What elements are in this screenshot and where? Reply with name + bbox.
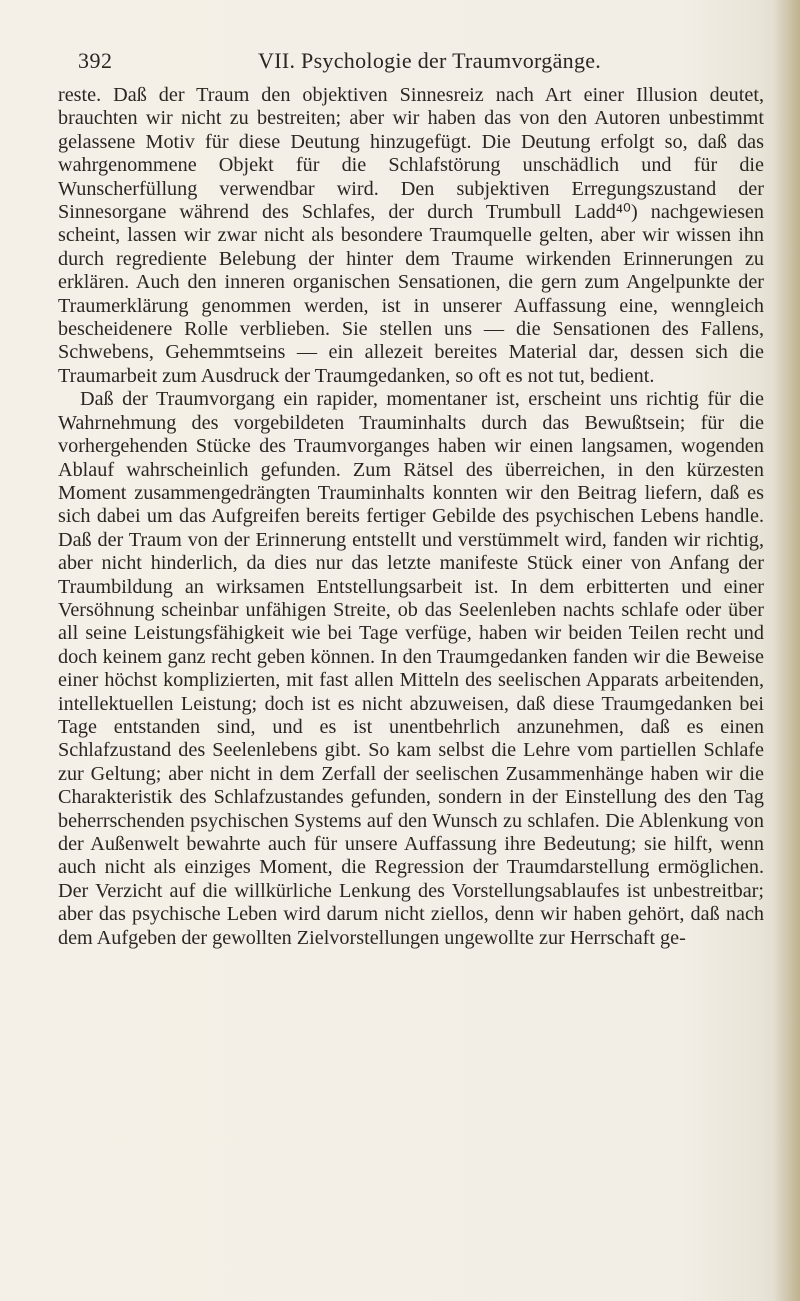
page-header (78, 48, 768, 78)
page-number: 392 (78, 48, 113, 73)
body-text (58, 84, 764, 950)
running-head: VII. Psychologie der Traumvorgänge. (258, 48, 602, 73)
paragraph-2: Daß der Traumvorgang ein rapider, momentaner ist, erscheint uns richtig für die Wahrnehmung des vorgebildeten Trauminhalts durch das Bewußtsein; für die vorhergehenden Stücke des Traumvorganges haben wir einen langsamen, wogenden Ablauf wahrscheinlich gefunden. Zum Rätsel des überreichen, in den kürzesten Moment zusammengedrängten Trauminhalts konnten wir den Beitrag liefern, daß es sich dabei um das Aufgreifen bereits fertiger Gebilde des psychischen Lebens handle. Daß der Traum von der Erinnerung entstellt und verstümmelt wird, fanden wir richtig, aber nicht hinderlich, da dies nur das letzte manifeste Stück einer von Anfang der Traumbildung an wirksamen Entstellungsarbeit ist. In dem erbitterten und einer Versöhnung scheinbar unfähigen Streite, ob das Seelenleben nachts schlafe oder über all seine Leistungsfähigkeit wie bei Tage verfüge, haben wir beiden Teilen recht und doch keinem ganz recht geben können. In den Traumgedanken fanden wir die Beweise einer höchst komplizierten, mit fast allen Mitteln des seelischen Apparats arbeitenden, intellektuellen Leistung; doch ist es nicht abzuweisen, daß diese Traumgedanken bei Tage entstanden sind, und es ist unentbehrlich anzunehmen, daß es einen Schlafzustand des Seelenlebens gibt. So kam selbst die Lehre vom partiellen Schlafe zur Geltung; aber nicht in dem Zerfall der seelischen Zusammenhänge haben wir die Charakteristik des Schlafzustandes gefunden, sondern in der Einstellung des den Tag beherrschenden psychischen Systems auf den Wunsch zu schlafen. Die Ablenkung von der Außenwelt bewahrte auch für unsere Auffassung ihre Bedeutung; sie hilft, wenn auch nicht als einziges Moment, die Regression der Traumdarstellung ermöglichen. Der Verzicht auf die willkürliche Lenkung des Vorstellungsablaufes ist unbestreitbar; aber das psychische Leben wird darum nicht ziellos, denn wir haben gehört, daß nach dem Aufgeben der gewollten Zielvorstellungen ungewollte zur Herrschaft ge- (58, 388, 764, 949)
paragraph-1: reste. Daß der Traum den objektiven Sinnesreiz nach Art einer Illusion deutet, brauchten wir nicht zu bestreiten; aber wir haben das von den Autoren unbestimmt gelassene Motiv für diese Deutung hinzugefügt. Die Deutung erfolgt so, daß das wahrgenommene Objekt für die Schlafstörung unschädlich und für die Wunscherfüllung verwendbar wird. Den subjektiven Erregungszustand der Sinnesorgane während des Schlafes, der durch Trumbull Ladd⁴⁰) nachgewiesen scheint, lassen wir zwar nicht als besondere Traumquelle gelten, aber wir wissen ihn durch regrediente Belebung der hinter dem Traume wirkenden Erinnerungen zu erklären. Auch den inneren organischen Sensationen, die gern zum Angelpunkte der Traumerklärung genommen werden, ist in unserer Auffassung eine, wenngleich bescheidenere Rolle verblieben. Sie stellen uns — die Sensationen des Fallens, Schwebens, Gehemmtseins — ein allezeit bereites Material dar, dessen sich die Traumarbeit zum Ausdruck der Traumgedanken, so oft es not tut, bedient. (58, 84, 764, 387)
page-edge-shadow (774, 0, 800, 1301)
